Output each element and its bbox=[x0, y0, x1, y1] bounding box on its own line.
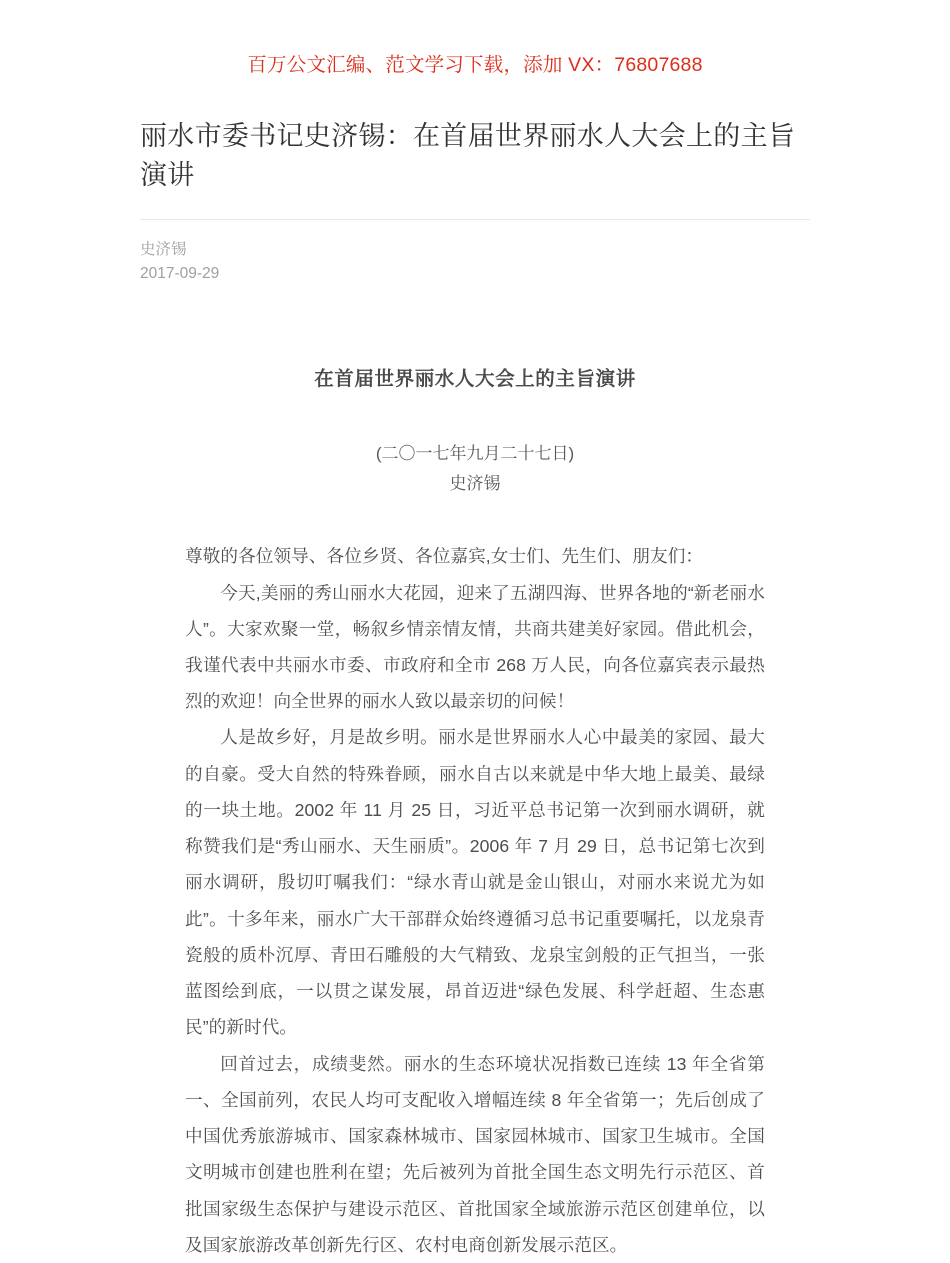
promo-banner: 百万公文汇编、范文学习下载，添加 VX：76807688 bbox=[247, 54, 703, 76]
paragraph-salutation: 尊敬的各位领导、各位乡贤、各位嘉宾,女士们、先生们、朋友们： bbox=[185, 546, 704, 567]
byline-author: 史济锡 bbox=[140, 240, 187, 258]
document-subheading bbox=[140, 395, 810, 499]
article-header bbox=[140, 79, 810, 285]
page-title: 丽水市委书记史济锡：在首届世界丽水人大会上的主旨演讲 bbox=[140, 121, 796, 191]
document-body bbox=[140, 286, 810, 1263]
paragraph-welcome: 今天,美丽的秀山丽水大花园，迎来了五湖四海、世界各地的“新老丽水人”。大家欢聚一堂，畅叙乡情亲情友情，共商共建美好家园。借此机会，我谨代表中共丽水市委、市政府和全市 268 万人民，向各位嘉宾表示最热烈的欢迎！向全世界的丽水人致以最亲切的问候！ bbox=[185, 582, 765, 712]
document-author-line: 史济锡 bbox=[449, 473, 501, 493]
paragraph-hometown: 人是故乡好，月是故乡明。丽水是世界丽水人心中最美的家园、最大的自豪。受大自然的特殊眷顾，丽水自古以来就是中华大地上最美、最绿的一块土地。2002 年 11 月 25 日，习近平总书记第一次到丽水调研，就称赞我们是“秀山丽水、天生丽质”。2006 年 7 月 29 日，总书记第七次到丽水调研，殷切叮嘱我们：“绿水青山就是金山银山，对丽水来说尤为如此”。十多年来，丽水广大干部群众始终遵循习总书记重要嘱托，以龙泉青瓷般的质朴沉厚、青田石雕般的大气精致、龙泉宝剑般的正气担当，一张蓝图绘到底，一以贯之谋发展，昂首迈进“绿色发展、科学赶超、生态惠民”的新时代。 bbox=[185, 727, 765, 1038]
document-date-line: (二〇一七年九月二十七日) bbox=[375, 443, 575, 463]
paragraph-achievements: 回首过去，成绩斐然。丽水的生态环境状况指数已连续 13 年全省第一、全国前列，农民人均可支配收入增幅连续 8 年全省第一；先后创成了中国优秀旅游城市、国家森林城市、国家园林城市、国家卫生城市。全国文明城市创建也胜利在望；先后被列为首批全国生态文明先行示范区、首批国家级生态保护与建设示范区、首批国家全域旅游示范区创建单位，以及国家旅游改革创新先行区、农村电商创新发展示范区。 bbox=[185, 1053, 765, 1255]
byline bbox=[140, 220, 810, 286]
byline-date: 2017-09-29 bbox=[140, 264, 220, 282]
paragraph-list bbox=[140, 498, 810, 1263]
document-heading: 在首届世界丽水人大会上的主旨演讲 bbox=[314, 367, 636, 390]
